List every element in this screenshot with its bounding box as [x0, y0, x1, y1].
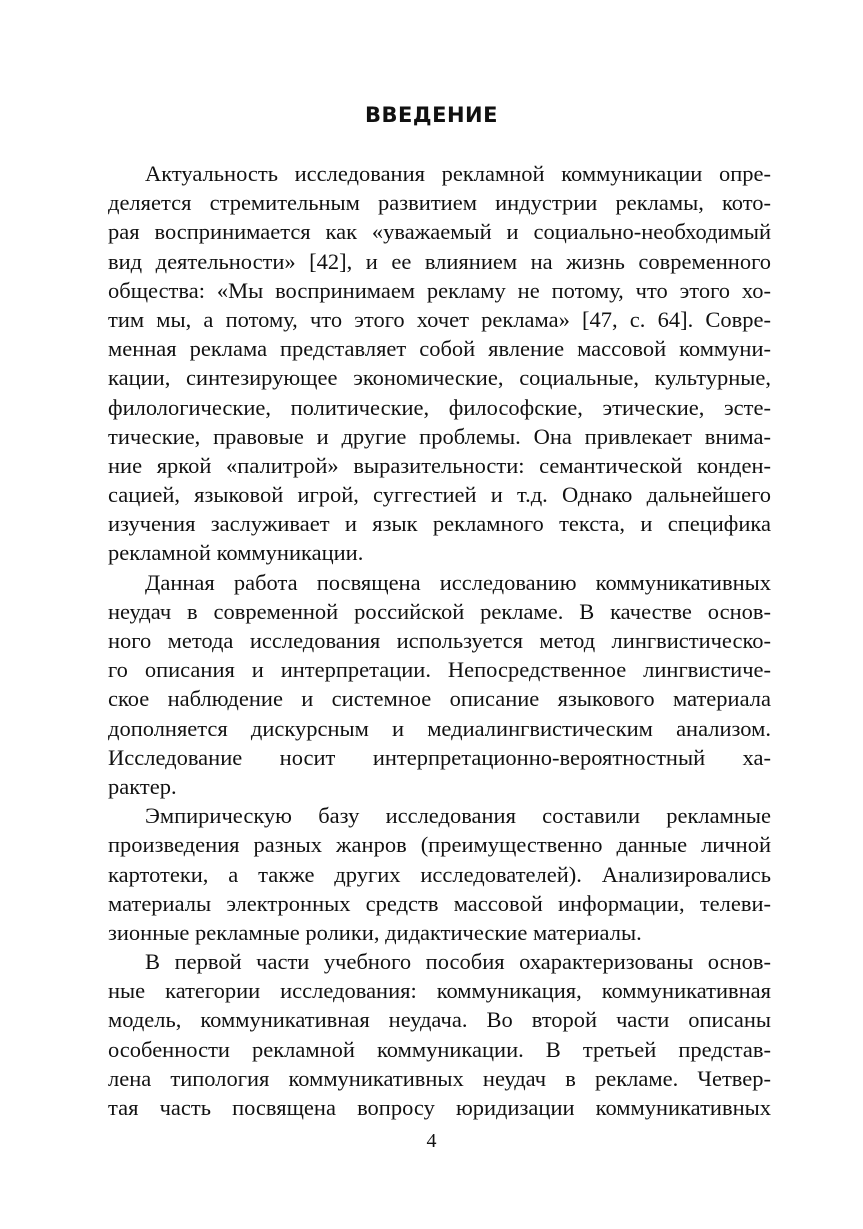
text-line: филологические, политические, философские, этические, эсте-: [108, 394, 771, 420]
text-line: го описания и интерпретации. Непосредственное лингвистиче-: [108, 657, 771, 683]
text-line: лена типология коммуникативных неудач в рекламе. Четвер-: [108, 1065, 771, 1091]
text-line: картотеки, а также других исследователей). Анализировались: [108, 861, 771, 887]
text-line: рая воспринимается как «уважаемый и социально-необходимый: [108, 219, 771, 245]
text-line: ское наблюдение и системное описание языкового материала: [108, 686, 771, 712]
text-line: В первой части учебного пособия охарактеризованы основ-: [145, 949, 771, 975]
text-line: сацией, языковой игрой, суггестией и т.д. Однако дальнейшего: [108, 482, 771, 508]
text-line: произведения разных жанров (преимущественно данные личной: [108, 832, 771, 858]
text-line: тические, правовые и другие проблемы. Она привлекает внима-: [108, 423, 771, 449]
text-line: менная реклама представляет собой явление массовой коммуни-: [108, 336, 771, 362]
text-line: тим мы, а потому, что этого хочет реклама» [47, с. 64]. Совре-: [108, 306, 771, 332]
page-title: ВВЕДЕНИЕ: [365, 103, 498, 127]
text-line: дополняется дискурсным и медиалингвистическим анализом.: [108, 715, 771, 741]
paragraph: [108, 801, 771, 947]
text-line: тая часть посвящена вопросу юридизации коммуникативных: [108, 1095, 771, 1120]
text-line: особенности рекламной коммуникации. В третьей представ-: [108, 1036, 771, 1062]
text-line: зионные рекламные ролики, дидактические материалы.: [108, 919, 642, 945]
paragraph: [108, 159, 771, 568]
paragraph: [108, 568, 771, 802]
text-line: общества: «Мы воспринимаем рекламу не потому, что этого хо-: [108, 277, 771, 303]
text-line: ного метода исследования используется метод лингвистическо-: [108, 628, 771, 653]
body-text: [108, 159, 771, 1122]
text-line: Данная работа посвящена исследованию коммуникативных: [145, 569, 771, 595]
text-line: ные категории исследования: коммуникация, коммуникативная: [108, 978, 771, 1004]
paragraph: [108, 947, 771, 1122]
text-line: кации, синтезирующее экономические, социальные, культурные,: [108, 365, 771, 391]
text-line: Актуальность исследования рекламной коммуникации опре-: [145, 161, 771, 186]
text-line: вид деятельности» [42], и ее влиянием на жизнь современного: [108, 248, 771, 274]
text-line: рекламной коммуникации.: [108, 540, 364, 566]
text-line: модель, коммуникативная неудача. Во второй части описаны: [108, 1007, 771, 1033]
text-line: деляется стремительным развитием индустрии рекламы, кото-: [108, 190, 771, 216]
text-line: ние яркой «палитрой» выразительности: семантической конден-: [108, 452, 771, 478]
text-line: неудач в современной российской рекламе. В качестве основ-: [108, 598, 771, 624]
text-line: Исследование носит интерпретационно-вероятностный ха-: [108, 744, 771, 770]
text-line: рактер.: [108, 773, 177, 799]
page-number: 4: [426, 1130, 437, 1152]
text-line: Эмпирическую базу исследования составили рекламные: [145, 803, 771, 829]
text-line: изучения заслуживает и язык рекламного текста, и специфика: [108, 511, 771, 537]
text-line: материалы электронных средств массовой информации, телеви-: [108, 890, 771, 916]
